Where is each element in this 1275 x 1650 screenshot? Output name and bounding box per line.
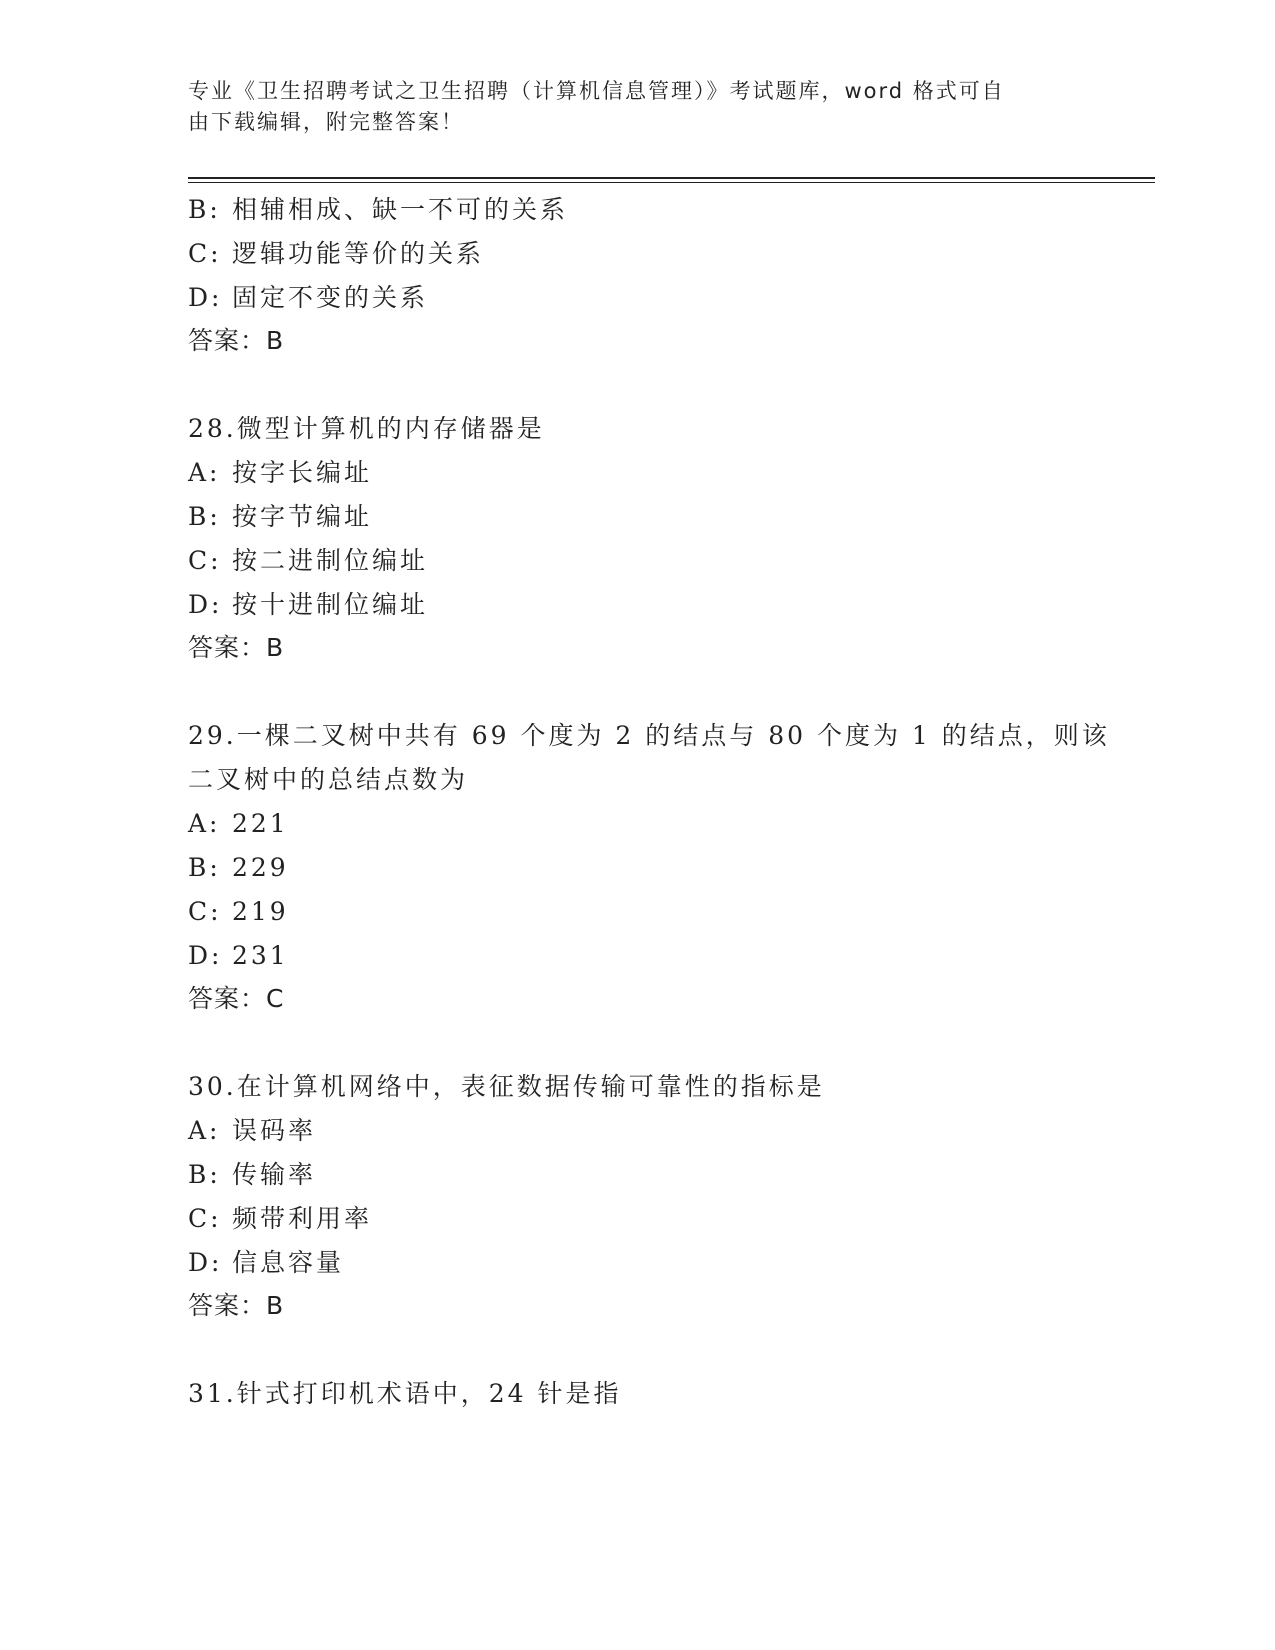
option-c <box>188 1204 372 1234</box>
option-text: 按字节编址 <box>232 502 373 531</box>
question-28-stem: 28.微型计算机的内存储器是 <box>188 414 545 443</box>
header-note <box>188 76 1068 138</box>
question-30-stem: 30.在计算机网络中，表征数据传输可靠性的指标是 <box>188 1072 825 1101</box>
option-a <box>188 1116 316 1146</box>
option-b <box>188 502 372 532</box>
option-c <box>188 546 428 576</box>
answer-line: 答案：B <box>188 633 285 662</box>
option-text: 229 <box>232 853 289 882</box>
header-divider-thin <box>188 182 1155 183</box>
header-line-2: 由下载编辑，附完整答案！ <box>188 110 464 134</box>
option-letter: C: <box>188 239 222 268</box>
question-31-stem: 31.针式打印机术语中，24 针是指 <box>188 1379 622 1408</box>
option-letter: B: <box>188 502 221 531</box>
option-text: 219 <box>232 897 289 926</box>
option-d <box>188 283 428 313</box>
option-letter: B: <box>188 853 221 882</box>
option-letter: C: <box>188 546 222 575</box>
option-letter: C: <box>188 897 222 926</box>
option-letter: D: <box>188 283 223 312</box>
answer-line: 答案：B <box>188 326 285 355</box>
option-letter: D: <box>188 941 223 970</box>
option-text: 按二进制位编址 <box>232 546 429 575</box>
header-line-1: 专业《卫生招聘考试之卫生招聘（计算机信息管理）》考试题库，word 格式可自 <box>188 79 1005 103</box>
question-29-stem-line-1: 29.一棵二叉树中共有 69 个度为 2 的结点与 80 个度为 1 的结点，则该 <box>188 721 1110 750</box>
option-c <box>188 897 289 927</box>
option-letter: B: <box>188 195 221 224</box>
option-text: 按字长编址 <box>232 458 373 487</box>
option-b <box>188 853 289 883</box>
option-text: 传输率 <box>232 1160 317 1189</box>
option-letter: A: <box>188 458 221 487</box>
answer-line: 答案：B <box>188 1291 285 1320</box>
option-b <box>188 195 568 225</box>
option-text: 221 <box>232 809 289 838</box>
option-text: 逻辑功能等价的关系 <box>232 239 485 268</box>
option-text: 相辅相成、缺一不可的关系 <box>232 195 569 224</box>
option-letter: C: <box>188 1204 222 1233</box>
option-text: 信息容量 <box>232 1248 345 1277</box>
question-29-stem-line-2: 二叉树中的总结点数为 <box>188 765 469 794</box>
option-d <box>188 941 289 971</box>
option-c <box>188 239 484 269</box>
option-d <box>188 1248 344 1278</box>
option-text: 按十进制位编址 <box>232 590 429 619</box>
option-d <box>188 590 428 620</box>
option-letter: D: <box>188 1248 223 1277</box>
option-text: 固定不变的关系 <box>232 283 429 312</box>
option-letter: D: <box>188 590 223 619</box>
option-b <box>188 1160 316 1190</box>
option-letter: B: <box>188 1160 221 1189</box>
header-divider-thick <box>188 177 1155 179</box>
option-a <box>188 809 289 839</box>
option-text: 频带利用率 <box>232 1204 373 1233</box>
answer-line: 答案：C <box>188 984 285 1013</box>
option-a <box>188 458 372 488</box>
option-text: 231 <box>232 941 289 970</box>
option-text: 误码率 <box>232 1116 317 1145</box>
option-letter: A: <box>188 809 221 838</box>
option-letter: A: <box>188 1116 221 1145</box>
